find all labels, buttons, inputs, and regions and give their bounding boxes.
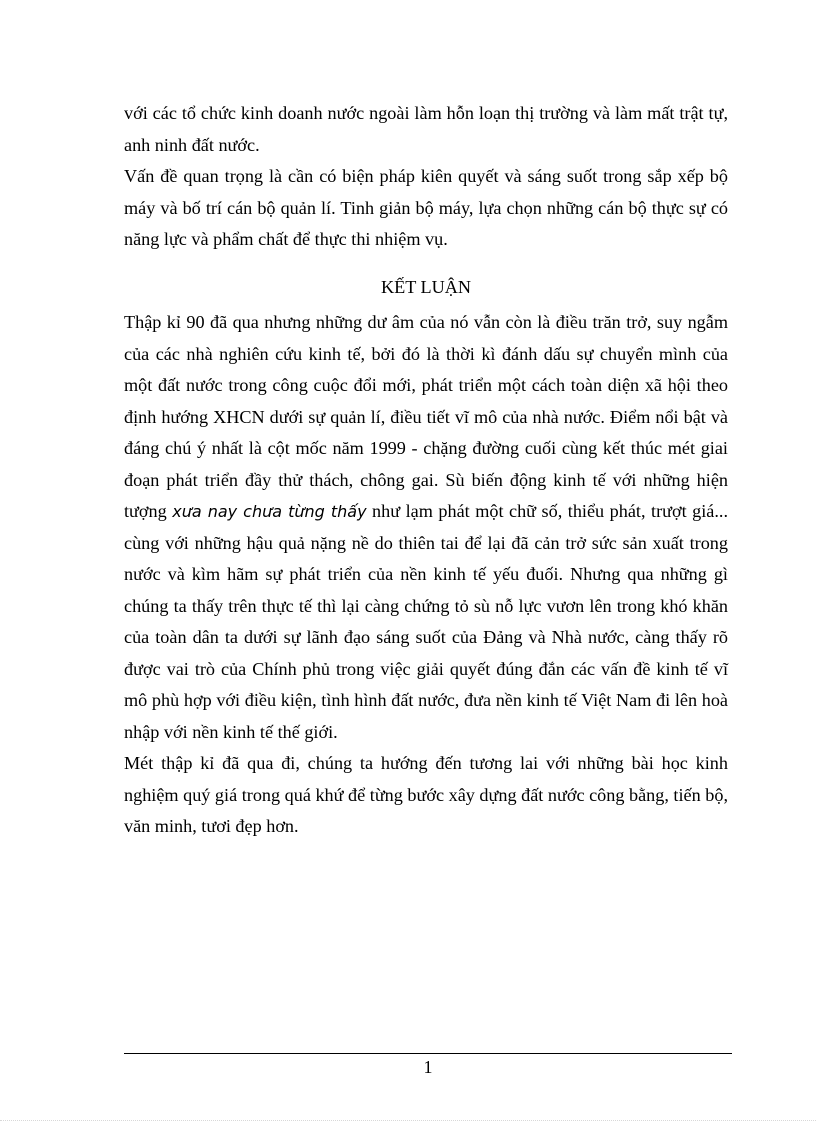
conclusion-paragraph-1 [124, 307, 728, 748]
intro-paragraph-2: Vấn đề quan trọng là cần có biện pháp kiên quyết và sáng suốt trong sắp xếp bộ máy và bố trí cán bộ quản lí. Tinh giản bộ máy, lựa chọn những cán bộ thực sự có năng lực và phẩm chất để thực thi nhiệm vụ. [124, 166, 728, 249]
page-content [124, 98, 728, 843]
page-edge-divider [0, 1120, 816, 1121]
page-number: 1 [423, 1057, 433, 1077]
intro-paragraph-1: với các tổ chức kinh doanh nước ngoài làm hỗn loạn thị trường và làm mất trật tự, anh ninh đất nước. [124, 103, 728, 155]
italic-phrase: xưa nay chưa từng thấy [172, 502, 367, 521]
conclusion-paragraph-2: Mét thập kỉ đã qua đi, chúng ta hướng đến tương lai với những bài học kinh nghiệm quý giá trong quá khứ để từng bước xây dựng đất nước công bằng, tiến bộ, văn minh, tươi đẹp hơn. [124, 753, 728, 836]
conclusion-text-end: như lạm phát một chữ số, thiểu phát, trượt giá... cùng với những hậu quả nặng nề do thiên tai để lại đã cản trở sức sản xuất trong nước và kìm hãm sự phát triển của nền kinh tế yếu đuối. Nhưng qua những gì chúng ta thấy trên thực tế thì lại càng chứng tỏ sù nỗ lực vươn lên trong khó khăn của toàn dân ta dưới sự lãnh đạo sáng suốt của Đảng và Nhà nước, càng thấy rõ được vai trò của Chính phủ trong việc giải quyết đúng đắn các vấn đề kinh tế vĩ mô phù hợp với điều kiện, tình hình đất nước, đưa nền kinh tế Việt Nam đi lên hoà nhập với nền kinh tế thế giới. [124, 501, 729, 742]
conclusion-text-start: Thập kỉ 90 đã qua nhưng những dư âm của nó vẫn còn là điều trăn trở, suy ngẫm của các nhà nghiên cứu kinh tế, bởi đó là thời kì đánh dấu sự chuyển mình của một đất nước trong công cuộc đổi mới, phát triển một cách toàn diện xã hội theo định hướng XHCN dưới sự quản lí, điều tiết vĩ mô của nhà nước. Điểm nổi bật và đáng chú ý nhất là cột mốc năm 1999 - chặng đường cuối cùng kết thúc mét giai đoạn phát triển đầy thử thách, chông gai. Sù biến động kinh tế với những hiện tượng [124, 312, 728, 521]
footer-divider [124, 1053, 732, 1054]
section-heading: KẾT LUẬN [380, 276, 472, 297]
